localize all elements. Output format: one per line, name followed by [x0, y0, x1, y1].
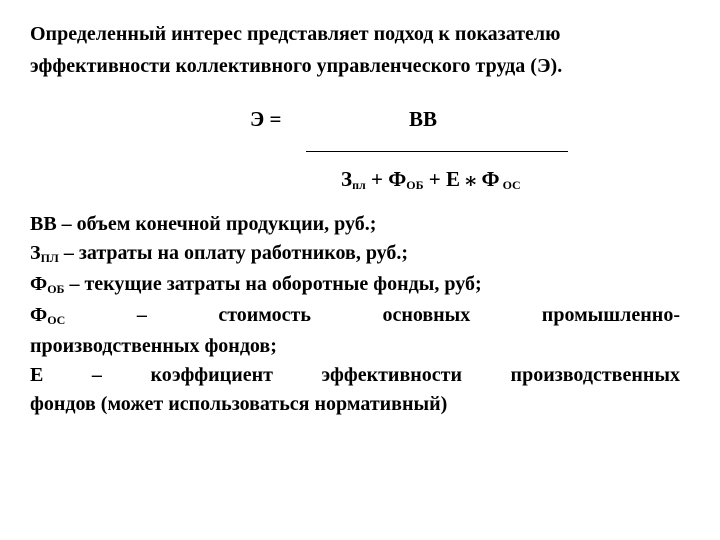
den-f2: Ф [481, 167, 500, 191]
fob-symbol: Ф [30, 273, 48, 295]
formula-denominator [341, 166, 521, 192]
den-plus-e: + Е [423, 167, 461, 191]
fob-text: – текущие затраты на оборотные фонды, руб; [64, 273, 482, 295]
efficiency-formula [0, 0, 720, 200]
fob-sub: ОБ [47, 282, 65, 296]
zpl-text: – затраты на оплату работников, руб.; [58, 242, 409, 264]
definitions-list [30, 210, 680, 419]
fos-word-2: стоимость [218, 304, 311, 326]
definition-vv: ВВ – объем конечной продукции, руб.; [30, 213, 377, 235]
definition-e-continued: фондов (может использоваться нормативный) [30, 393, 448, 415]
fos-word-4: промышленно- [541, 304, 680, 326]
intro-line-1: Определенный интерес представляет подход к показателю [30, 23, 561, 45]
fos-word-1: – [136, 304, 147, 326]
formula-numerator: ВВ [409, 107, 438, 131]
den-f2-sub: ОС [499, 178, 521, 192]
den-z: З [341, 167, 353, 191]
den-z-sub: пл [352, 178, 366, 192]
fos-sub: ОС [47, 313, 66, 327]
zpl-symbol: З [30, 242, 41, 264]
intro-line-2: эффективности коллективного управленческого труда (Э). [30, 55, 563, 77]
definition-fos-continued: производственных фондов; [30, 335, 277, 357]
definition-fos [30, 301, 680, 332]
zpl-sub: ПЛ [40, 251, 59, 265]
definition-zpl [30, 239, 680, 270]
den-plus-f: + Ф [365, 167, 407, 191]
definition-fob [30, 270, 680, 301]
fraction-bar [306, 151, 568, 152]
den-f-sub: ОБ [406, 178, 424, 192]
fos-symbol: Ф [30, 304, 48, 326]
fos-word-3: основных [382, 304, 471, 326]
definition-e: Е – коэффициент эффективности производственных [30, 364, 680, 386]
den-multiply: ⁎ [460, 167, 482, 191]
formula-lhs: Э = [250, 107, 282, 131]
